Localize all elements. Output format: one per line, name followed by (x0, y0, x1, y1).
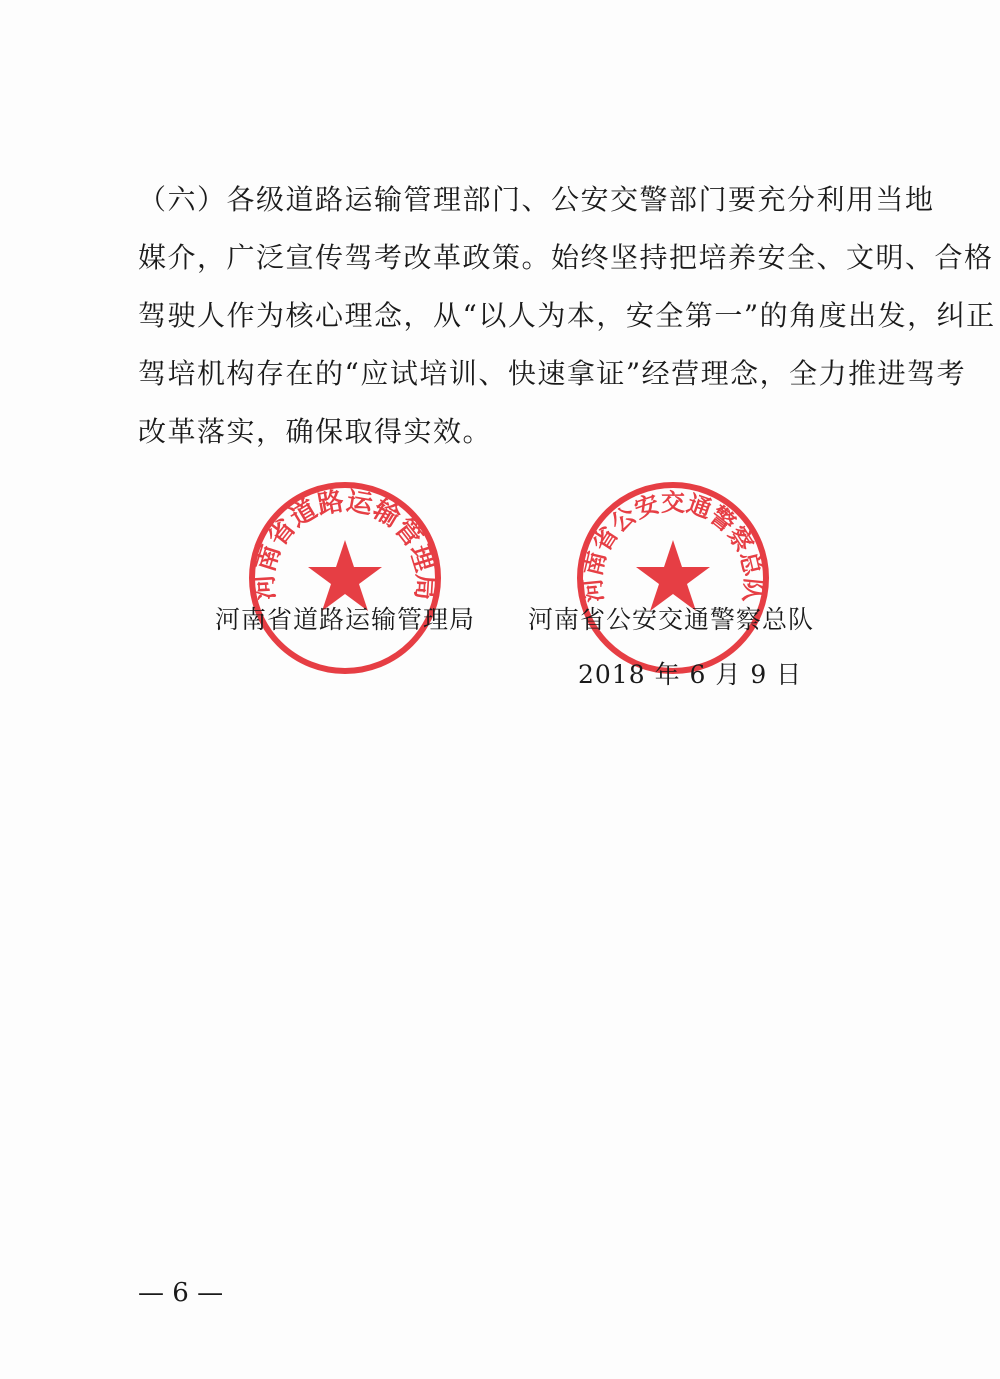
paragraph-line: （六）各级道路运输管理部门、公安交警部门要充分利用当地 (138, 183, 935, 216)
official-seal-left (245, 478, 445, 678)
paragraph-line: 驾培机构存在的“应试培训、快速拿证”经营理念，全力推进驾考 (138, 357, 967, 390)
signature-right-org: 河南省公安交通警察总队 (528, 605, 815, 634)
paragraph-line: 驾驶人作为核心理念，从“以人为本，安全第一”的角度出发，纠正 (138, 299, 996, 332)
paragraph-line: 媒介，广泛宣传驾考改革政策。始终坚持把培养安全、文明、合格 (138, 241, 994, 274)
signature-date: 2018 年 6 月 9 日 (578, 660, 803, 689)
seal-right-lettering: 河南省公安交通警察总队 (578, 488, 768, 604)
page-number: — 6 — (138, 1278, 224, 1308)
seal-left-lettering: 河南省道路运输管理局 (249, 486, 441, 601)
signature-left-org: 河南省道路运输管理局 (215, 605, 476, 634)
official-seal-right (573, 478, 773, 678)
paragraph-line: 改革落实，确保取得实效。 (138, 415, 493, 448)
